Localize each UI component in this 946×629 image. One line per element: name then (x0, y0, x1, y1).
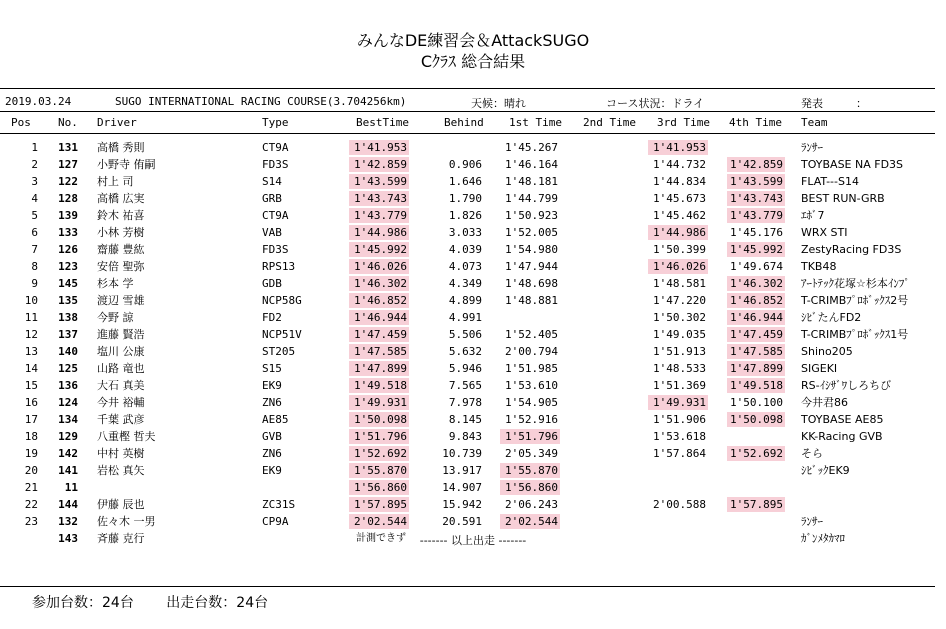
row-number: 127 (58, 158, 78, 171)
row-type: S14 (262, 175, 282, 188)
row-type: CT9A (262, 209, 289, 222)
row-team: ZestyRacing FD3S (801, 243, 902, 256)
row-number: 133 (58, 226, 78, 239)
row-number: 135 (58, 294, 78, 307)
row-lap4: 1'43.743 (727, 191, 785, 206)
table-row (0, 513, 946, 530)
row-type: FD2 (262, 311, 282, 324)
row-team: WRX STI (801, 226, 848, 239)
row-behind: 14.907 (442, 481, 482, 494)
row-team: ｴﾎﾞ7 (801, 209, 825, 222)
row-lap4: 1'46.944 (727, 310, 785, 325)
row-type: FD3S (262, 243, 289, 256)
row-lap3: 1'49.931 (648, 395, 708, 410)
row-type: S15 (262, 362, 282, 375)
event-date: 2019.03.24 (5, 95, 72, 108)
row-lap4: 1'49.518 (727, 378, 785, 393)
row-driver: 中村 英樹 (97, 447, 145, 460)
row-lap1: 1'47.944 (505, 260, 558, 273)
header-behind: Behind (444, 116, 484, 129)
table-row (0, 207, 946, 224)
row-lap3: 1'57.864 (653, 447, 706, 460)
row-behind: 20.591 (442, 515, 482, 528)
row-behind: 10.739 (442, 447, 482, 460)
row-lap3: 1'51.906 (653, 413, 706, 426)
row-pos: 16 (24, 396, 38, 409)
row-pos: 11 (24, 311, 38, 324)
page-subtitle: Cｸﾗｽ 総合結果 (420, 52, 526, 71)
row-lap3: 1'47.220 (653, 294, 706, 307)
header-pos: Pos (11, 116, 31, 129)
row-lap4: 1'47.459 (727, 327, 785, 342)
table-row (0, 156, 946, 173)
row-number: 136 (58, 379, 78, 392)
table-row (0, 411, 946, 428)
row-number: 132 (58, 515, 78, 528)
row-team: ｼﾋﾞｯｸEK9 (801, 464, 850, 477)
row-pos: 21 (24, 481, 38, 494)
row-lap4: 1'47.585 (727, 344, 785, 359)
row-lap3: 1'44.732 (653, 158, 706, 171)
row-type: VAB (262, 226, 282, 239)
row-pos: 5 (31, 209, 38, 222)
row-type: GRB (262, 192, 282, 205)
row-lap3: 1'50.399 (653, 243, 706, 256)
row-best-time: 1'57.895 (349, 497, 409, 512)
row-driver: 村上 司 (97, 175, 134, 188)
row-lap3: 1'45.673 (653, 192, 706, 205)
row-behind: 7.565 (448, 379, 482, 392)
row-best-time: 1'47.585 (349, 344, 409, 359)
row-driver: 岩松 真矢 (97, 464, 145, 477)
row-behind: 9.843 (448, 430, 482, 443)
row-team: RS-ｲｼｻﾞﾜしろちび (801, 379, 892, 392)
row-lap3: 1'44.834 (653, 175, 706, 188)
row-behind: 3.033 (448, 226, 482, 239)
row-best-time: 1'42.859 (349, 157, 409, 172)
table-row (0, 292, 946, 309)
row-best-time: 1'46.302 (349, 276, 409, 291)
row-number: 141 (58, 464, 78, 477)
row-number: 122 (58, 175, 78, 188)
header-lap4: 4th Time (729, 116, 782, 129)
table-row (0, 190, 946, 207)
row-lap1: 1'51.985 (505, 362, 558, 375)
row-driver: 今野 諒 (97, 311, 134, 324)
row-driver: 高橋 広実 (97, 192, 145, 205)
row-driver: 進藤 賢浩 (97, 328, 145, 341)
course-name: SUGO INTERNATIONAL RACING COURSE(3.704256km) (115, 95, 407, 108)
row-type: ZC31S (262, 498, 296, 511)
row-lap3: 1'46.026 (648, 259, 708, 274)
row-number: 138 (58, 311, 78, 324)
row-driver: 斉藤 克行 (97, 532, 145, 545)
footer-rule (0, 586, 935, 587)
header-driver: Driver (97, 116, 137, 129)
row-team: TKB48 (801, 260, 837, 273)
header-rule (0, 133, 935, 134)
row-number: 11 (64, 481, 78, 494)
row-pos: 2 (31, 158, 38, 171)
table-row (0, 173, 946, 190)
row-number: 128 (58, 192, 78, 205)
row-type: EK9 (262, 379, 282, 392)
row-number: 145 (58, 277, 78, 290)
row-team: 今井君86 (801, 396, 848, 409)
table-row (0, 343, 946, 360)
table-row (0, 377, 946, 394)
row-team: FLAT---S14 (801, 175, 859, 188)
row-pos: 6 (31, 226, 38, 239)
row-behind: 1.826 (448, 209, 482, 222)
row-lap4: 1'49.674 (730, 260, 783, 273)
row-behind: 5.946 (448, 362, 482, 375)
row-best-time: 1'46.852 (349, 293, 409, 308)
row-behind: 5.632 (448, 345, 482, 358)
header-type: Type (262, 116, 289, 129)
row-lap3: 1'45.462 (653, 209, 706, 222)
row-lap4: 1'46.302 (727, 276, 785, 291)
table-row (0, 309, 946, 326)
started-divider: ------- 以上出走 ------- (419, 534, 527, 547)
row-team: TOYBASE AE85 (801, 413, 884, 426)
row-lap4: 1'50.098 (727, 412, 785, 427)
row-pos: 20 (24, 464, 38, 477)
table-row (0, 258, 946, 275)
row-lap4: 1'45.176 (730, 226, 783, 239)
row-team: T-CRIMBﾌﾟﾛﾎﾞｯｸｽ2号 (801, 294, 909, 307)
table-row (0, 275, 946, 292)
row-pos: 1 (31, 141, 38, 154)
row-best-time: 1'43.779 (349, 208, 409, 223)
row-type: FD3S (262, 158, 289, 171)
row-behind: 15.942 (442, 498, 482, 511)
row-driver: 今井 裕輔 (97, 396, 145, 409)
row-team: Shino205 (801, 345, 853, 358)
row-type: CP9A (262, 515, 289, 528)
table-row (0, 326, 946, 343)
row-lap3: 1'50.302 (653, 311, 706, 324)
row-driver: 小野寺 侑嗣 (97, 158, 156, 171)
row-type: NCP51V (262, 328, 302, 341)
row-lap3: 1'53.618 (653, 430, 706, 443)
row-number: 139 (58, 209, 78, 222)
results-table (0, 139, 946, 547)
header-no: No. (58, 116, 78, 129)
table-row (0, 394, 946, 411)
row-type: ZN6 (262, 396, 282, 409)
row-type: GVB (262, 430, 282, 443)
row-pos: 3 (31, 175, 38, 188)
row-lap1: 2'02.544 (500, 514, 560, 529)
row-type: ST205 (262, 345, 296, 358)
row-lap1: 2'06.243 (505, 498, 558, 511)
row-team: SIGEKI (801, 362, 838, 375)
row-team: ﾗﾝｻｰ (801, 515, 823, 528)
row-lap4: 1'43.779 (727, 208, 785, 223)
table-row (0, 139, 946, 156)
row-lap1: 1'53.610 (505, 379, 558, 392)
row-number: 144 (58, 498, 78, 511)
row-driver: 山路 竜也 (97, 362, 145, 375)
starter-count: 出走台数：24台 (166, 595, 269, 611)
row-lap4: 1'46.852 (727, 293, 785, 308)
table-row (0, 479, 946, 496)
row-behind: 4.039 (448, 243, 482, 256)
row-lap1: 1'51.796 (500, 429, 560, 444)
row-driver: 高橋 秀則 (97, 141, 145, 154)
row-team: TOYBASE NA FD3S (801, 158, 904, 171)
top-rule (0, 88, 935, 89)
row-behind: 1.646 (448, 175, 482, 188)
row-driver: 塩川 公康 (97, 345, 145, 358)
row-pos: 12 (24, 328, 38, 341)
table-row (0, 360, 946, 377)
row-lap4: 1'57.895 (727, 497, 785, 512)
row-pos: 19 (24, 447, 38, 460)
row-lap1: 1'52.005 (505, 226, 558, 239)
row-pos: 23 (24, 515, 38, 528)
row-lap3: 1'41.953 (648, 140, 708, 155)
row-note: 計測できず (356, 533, 406, 544)
table-row (0, 428, 946, 445)
row-pos: 7 (31, 243, 38, 256)
row-team: ｼﾋﾞたんFD2 (801, 311, 862, 324)
row-behind: 7.978 (448, 396, 482, 409)
header-team: Team (801, 116, 828, 129)
row-lap4: 1'50.100 (730, 396, 783, 409)
row-team: BEST RUN-GRB (801, 192, 885, 205)
row-lap4: 1'42.859 (727, 157, 785, 172)
info-rule (0, 111, 935, 112)
row-behind: 1.790 (448, 192, 482, 205)
row-lap1: 1'52.916 (505, 413, 558, 426)
row-number: 137 (58, 328, 78, 341)
table-row (0, 241, 946, 258)
page-title: みんなDE練習会＆AttackSUGO (356, 31, 590, 50)
row-type: NCP58G (262, 294, 302, 307)
row-lap3: 1'48.581 (653, 277, 706, 290)
row-pos: 10 (24, 294, 38, 307)
row-lap1: 1'56.860 (500, 480, 560, 495)
row-lap1: 1'55.870 (500, 463, 560, 478)
row-lap3: 1'48.533 (653, 362, 706, 375)
row-lap3: 1'51.369 (653, 379, 706, 392)
row-lap1: 1'48.181 (505, 175, 558, 188)
row-behind: 4.991 (448, 311, 482, 324)
row-team: ｱｰﾄﾃｯｸ花塚☆杉本ｲﾝﾌﾟ (801, 277, 910, 290)
row-best-time: 1'52.692 (349, 446, 409, 461)
table-row (0, 224, 946, 241)
row-pos: 22 (24, 498, 38, 511)
row-lap1: 1'54.980 (505, 243, 558, 256)
row-team: そら (801, 447, 823, 460)
row-pos: 15 (24, 379, 38, 392)
row-lap3: 1'49.035 (653, 328, 706, 341)
row-driver: 伊藤 辰也 (97, 498, 145, 511)
row-best-time: 1'50.098 (349, 412, 409, 427)
header-lap3: 3rd Time (657, 116, 710, 129)
row-number: 143 (58, 532, 78, 545)
row-type: GDB (262, 277, 282, 290)
row-number: 140 (58, 345, 78, 358)
row-lap4: 1'52.692 (727, 446, 785, 461)
table-row (0, 496, 946, 513)
row-team: ﾗﾝｻｰ (801, 141, 823, 154)
row-lap1: 1'48.698 (505, 277, 558, 290)
row-lap4: 1'43.599 (727, 174, 785, 189)
announce-time: 発表 ： (801, 97, 867, 110)
row-number: 123 (58, 260, 78, 273)
row-driver: 佐々木 一男 (97, 515, 156, 528)
table-row (0, 445, 946, 462)
row-lap4: 1'47.899 (727, 361, 785, 376)
row-number: 129 (58, 430, 78, 443)
row-type: CT9A (262, 141, 289, 154)
row-number: 142 (58, 447, 78, 460)
row-lap1: 1'44.799 (505, 192, 558, 205)
row-lap1: 1'52.405 (505, 328, 558, 341)
track-condition: コース状況：ドライ (606, 97, 705, 110)
row-number: 131 (58, 141, 78, 154)
row-number: 134 (58, 413, 78, 426)
row-driver: 八重樫 哲夫 (97, 430, 156, 443)
row-pos: 13 (24, 345, 38, 358)
row-lap4: 1'45.992 (727, 242, 785, 257)
row-lap3: 1'44.986 (648, 225, 708, 240)
row-team: KK-Racing GVB (801, 430, 883, 443)
row-behind: 13.917 (442, 464, 482, 477)
row-behind: 4.899 (448, 294, 482, 307)
row-best-time: 1'45.992 (349, 242, 409, 257)
row-best-time: 1'47.459 (349, 327, 409, 342)
row-team: ｶﾞﾝﾒﾀｶﾏﾛ (801, 532, 845, 545)
row-best-time: 1'43.743 (349, 191, 409, 206)
row-team: T-CRIMBﾌﾟﾛﾎﾞｯｸｽ1号 (801, 328, 909, 341)
row-driver: 渡辺 雪雄 (97, 294, 145, 307)
row-behind: 4.073 (448, 260, 482, 273)
row-behind: 0.906 (448, 158, 482, 171)
row-type: EK9 (262, 464, 282, 477)
row-lap1: 1'48.881 (505, 294, 558, 307)
row-best-time: 1'47.899 (349, 361, 409, 376)
row-behind: 8.145 (448, 413, 482, 426)
row-behind: 5.506 (448, 328, 482, 341)
row-type: RPS13 (262, 260, 296, 273)
row-best-time: 1'44.986 (349, 225, 409, 240)
row-lap1: 1'46.164 (505, 158, 558, 171)
row-best-time: 1'49.518 (349, 378, 409, 393)
header-best: BestTime (356, 116, 409, 129)
row-best-time: 1'46.944 (349, 310, 409, 325)
header-lap1: 1st Time (509, 116, 562, 129)
row-behind: 4.349 (448, 277, 482, 290)
row-lap3: 2'00.588 (653, 498, 706, 511)
row-number: 126 (58, 243, 78, 256)
row-driver: 小林 芳樹 (97, 226, 145, 239)
row-best-time: 1'51.796 (349, 429, 409, 444)
row-driver: 鈴木 祐喜 (97, 209, 145, 222)
row-best-time: 1'49.931 (349, 395, 409, 410)
table-row (0, 462, 946, 479)
row-lap1: 2'05.349 (505, 447, 558, 460)
entry-count: 参加台数：24台 (32, 595, 134, 611)
row-pos: 9 (31, 277, 38, 290)
row-best-time: 1'43.599 (349, 174, 409, 189)
row-driver: 杉本 学 (97, 277, 134, 290)
row-pos: 8 (31, 260, 38, 273)
row-driver: 大石 真美 (97, 379, 145, 392)
row-pos: 14 (24, 362, 38, 375)
row-number: 125 (58, 362, 78, 375)
footer (32, 592, 296, 612)
row-best-time: 2'02.544 (349, 514, 409, 529)
row-pos: 4 (31, 192, 38, 205)
row-best-time: 1'56.860 (349, 480, 409, 495)
row-best-time: 1'55.870 (349, 463, 409, 478)
row-driver: 千葉 武彦 (97, 413, 145, 426)
row-lap1: 1'50.923 (505, 209, 558, 222)
row-best-time: 1'41.953 (349, 140, 409, 155)
row-pos: 17 (24, 413, 38, 426)
header-lap2: 2nd Time (583, 116, 636, 129)
weather: 天候：晴れ (471, 97, 526, 110)
row-best-time: 1'46.026 (349, 259, 409, 274)
row-lap1: 2'00.794 (505, 345, 558, 358)
row-lap1: 1'45.267 (505, 141, 558, 154)
row-number: 124 (58, 396, 78, 409)
row-driver: 齋藤 豊紘 (97, 243, 145, 256)
row-type: ZN6 (262, 447, 282, 460)
row-lap1: 1'54.905 (505, 396, 558, 409)
row-lap3: 1'51.913 (653, 345, 706, 358)
row-driver: 安倍 聖弥 (97, 260, 145, 273)
row-type: AE85 (262, 413, 289, 426)
row-pos: 18 (24, 430, 38, 443)
